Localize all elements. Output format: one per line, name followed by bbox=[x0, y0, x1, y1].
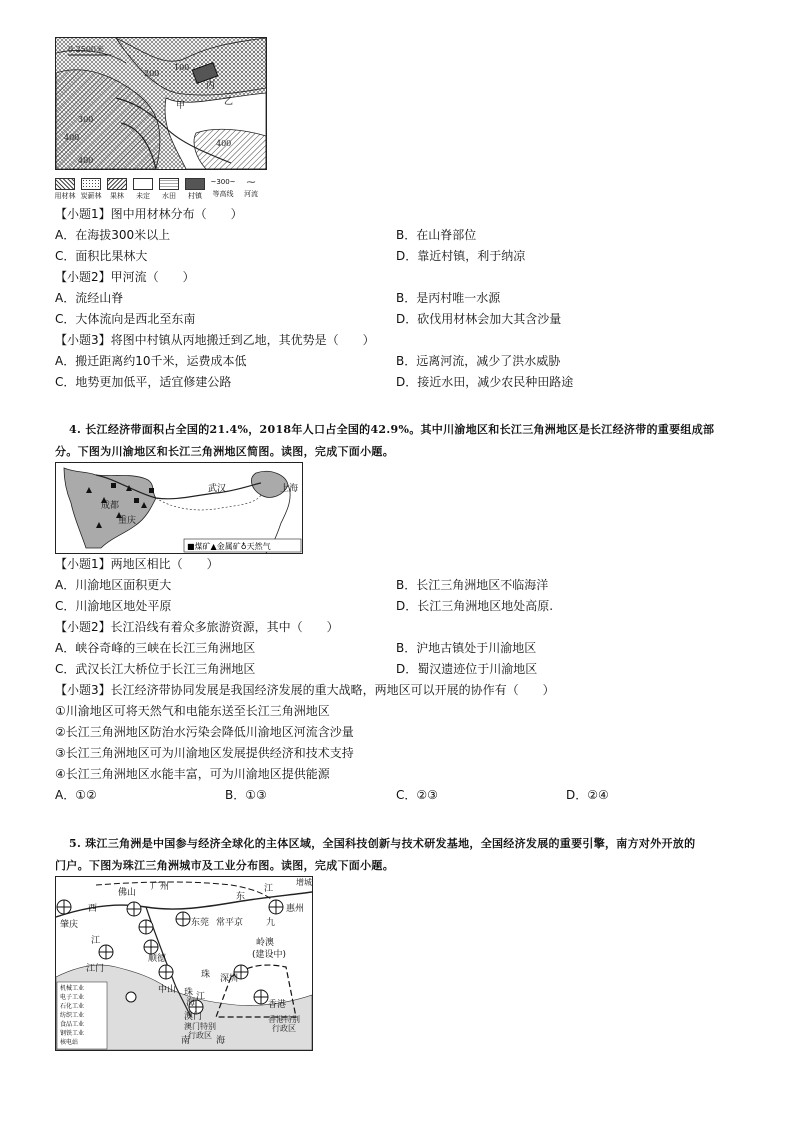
label-huizhou: 惠州 bbox=[286, 904, 305, 914]
q4-sub2-stem: 【小题2】长江沿线有着众多旅游资源，其中（ ） bbox=[55, 620, 339, 634]
legend-village: 村镇 bbox=[184, 178, 206, 201]
label-shenzhen: 深圳 bbox=[220, 974, 239, 984]
place-yi: 乙 bbox=[224, 97, 234, 107]
q4-sub2-option-b[interactable]: B．沪地古镇处于川渝地区 bbox=[396, 641, 537, 655]
label-jiangmen: 江门 bbox=[86, 964, 105, 974]
label-jiang-south: 江 bbox=[196, 992, 206, 1002]
legend-timber: 用材林 bbox=[54, 178, 76, 201]
label-shunde: 顺德 bbox=[148, 954, 167, 964]
yangtze-region-map bbox=[55, 462, 303, 554]
label-guangzhou: 广州 bbox=[151, 882, 170, 892]
label-macau-sar-2: 行政区 bbox=[188, 1031, 212, 1040]
q3-sub3-option-c[interactable]: C．地势更加低平，适宜修建公路 bbox=[55, 375, 232, 389]
label-hk-sar-2: 行政区 bbox=[272, 1024, 296, 1033]
q4-sub3-statement-1: ①川渝地区可将天然气和电能东送至长江三角洲地区 bbox=[55, 704, 330, 718]
q4-sub3-option-c[interactable]: C．②③ bbox=[396, 788, 438, 802]
label-shanghai: 上海 bbox=[280, 484, 299, 494]
q3-sub1-stem: 【小题1】图中用材林分布（ ） bbox=[55, 207, 243, 221]
contour-200: 200 bbox=[144, 69, 160, 78]
contour-400b: 400 bbox=[216, 139, 232, 148]
label-dong: 东 bbox=[236, 892, 246, 902]
q3-sub3-option-d[interactable]: D．接近水田，减少农民种田路途 bbox=[396, 375, 574, 389]
prd-legend bbox=[57, 982, 107, 1049]
label-zhu: 珠 bbox=[201, 970, 211, 980]
q3-sub3-option-b[interactable]: B．远离河流，减少了洪水威胁 bbox=[396, 354, 561, 368]
svg-text:核电站: 核电站 bbox=[60, 1039, 79, 1046]
q3-sub1-option-b[interactable]: B．在山脊部位 bbox=[396, 228, 477, 242]
label-jiang-west: 江 bbox=[91, 936, 101, 946]
q4-sub3-statement-2: ②长江三角洲地区防治水污染会降低川渝地区河流含沙量 bbox=[55, 725, 354, 739]
label-changping: 常平 bbox=[216, 918, 235, 928]
q4-sub3-option-a[interactable]: A．①② bbox=[55, 788, 97, 802]
q5-intro: 5. 珠江三角洲是中国参与经济全球化的主体区域，全国科技创新与技术研发基地，全国经济发展的重要引擎，南方对外开放的 门户。下图为珠江三角洲城市及工业分布图。读图，完成下面小题。 bbox=[55, 837, 696, 872]
q3-sub1-option-d[interactable]: D．靠近村镇，利于纳凉 bbox=[396, 249, 526, 263]
legend-fuelwood: 炭薪林 bbox=[80, 178, 102, 201]
label-chengdu: 成都 bbox=[101, 501, 120, 511]
label-dongguan: 东莞 bbox=[191, 918, 210, 928]
label-zhongshan: 中山 bbox=[158, 985, 177, 995]
svg-text:纺织工业: 纺织工业 bbox=[60, 1012, 85, 1019]
label-hai: 海 bbox=[186, 998, 196, 1008]
q3-sub1-option-a[interactable]: A．在海拔300米以上 bbox=[55, 228, 171, 242]
svg-text:钢铁工业: 钢铁工业 bbox=[60, 1030, 85, 1037]
place-jia: 甲 bbox=[176, 101, 186, 111]
label-hongkong: 香港 bbox=[268, 1000, 287, 1010]
svg-text:电子工业: 电子工业 bbox=[60, 994, 85, 1001]
label-jiang-east: 江 bbox=[264, 884, 274, 894]
q4-sub1-option-d[interactable]: D．长江三角洲地区地处高原. bbox=[396, 599, 554, 613]
q3-sub3-option-a[interactable]: A．搬迁距离约10千米，运费成本低 bbox=[55, 354, 247, 368]
label-macau-sar-1: 澳门特别 bbox=[184, 1022, 216, 1031]
svg-text:机械工业: 机械工业 bbox=[60, 985, 85, 992]
forest-contour-map bbox=[55, 37, 267, 170]
scale-label: 0 2500米 bbox=[68, 45, 104, 54]
q4-sub2-option-c[interactable]: C．武汉长江大桥位于长江三角洲地区 bbox=[55, 662, 256, 676]
q3-sub2-option-a[interactable]: A．流经山脊 bbox=[55, 291, 124, 305]
legend-undetermined: 未定 bbox=[132, 178, 154, 201]
label-zhu2: 珠 bbox=[184, 988, 194, 998]
contour-300: 300 bbox=[78, 115, 94, 124]
label-zhaoqing: 肇庆 bbox=[60, 920, 79, 930]
legend-contour: ~300~ 等高线 bbox=[210, 178, 236, 198]
q4-sub2-option-d[interactable]: D．蜀汉遗迹位于川渝地区 bbox=[396, 662, 538, 676]
label-under-construction: (建设中) bbox=[252, 950, 287, 960]
label-zengcheng: 增城 bbox=[296, 878, 312, 887]
label-chongqing: 重庆 bbox=[118, 516, 137, 526]
q3-sub2-option-c[interactable]: C．大体流向是西北至东南 bbox=[55, 312, 196, 326]
q4-intro: 4. 长江经济带面积占全国的21.4%，2018年人口占全国的42.9%。其中川渝地区和长江三角洲地区是长江经济带的重要组成部 分。下图为川渝地区和长江三角洲地区简图。读图，完成下面小题。 bbox=[55, 423, 715, 458]
prd-map-svg bbox=[56, 877, 312, 1050]
svg-text:食品工业: 食品工业 bbox=[60, 1021, 85, 1028]
q4-sub3-statement-4: ④长江三角洲地区水能丰富，可为川渝地区提供能源 bbox=[55, 767, 330, 781]
yangtze-map-legend: ■煤矿▲金属矿♁天然气 bbox=[187, 542, 271, 551]
label-jing: 京 bbox=[234, 918, 244, 928]
q3-sub3-stem: 【小题3】将图中村镇从丙地搬迁到乙地，其优势是（ ） bbox=[55, 333, 375, 347]
label-foshan: 佛山 bbox=[118, 888, 137, 898]
pearl-river-delta-map bbox=[55, 876, 313, 1051]
q3-sub1-option-c[interactable]: C．面积比果林大 bbox=[55, 249, 148, 263]
q3-sub2-option-d[interactable]: D．砍伐用材林会加大其含沙量 bbox=[396, 312, 562, 326]
contour-100: 100 bbox=[174, 63, 190, 72]
place-bing: 丙 bbox=[206, 81, 216, 91]
q3-sub2-option-b[interactable]: B．是丙村唯一水源 bbox=[396, 291, 501, 305]
q3-sub2-stem: 【小题2】甲河流（ ） bbox=[55, 270, 195, 284]
contour-400a: 400 bbox=[64, 133, 80, 142]
q4-sub1-option-b[interactable]: B．长江三角洲地区不临海洋 bbox=[396, 578, 549, 592]
q4-sub3-stem: 【小题3】长江经济带协同发展是我国经济发展的重大战略，两地区可以开展的协作有（ ） bbox=[55, 683, 555, 697]
label-macau: 澳门 bbox=[184, 1012, 203, 1022]
label-hk-sar-1: 香港特别 bbox=[268, 1015, 300, 1024]
label-jiu: 九 bbox=[266, 918, 276, 928]
legend-orchard: 果林 bbox=[106, 178, 128, 201]
label-lingao: 岭澳 bbox=[256, 938, 275, 948]
legend-paddy: 水田 bbox=[158, 178, 180, 201]
q4-sub1-option-a[interactable]: A．川渝地区面积更大 bbox=[55, 578, 172, 592]
yangtze-map-svg bbox=[56, 463, 302, 553]
q4-sub1-option-c[interactable]: C．川渝地区地处平原 bbox=[55, 599, 172, 613]
contour-map-svg bbox=[56, 38, 266, 169]
legend-river: ⁓ 河流 bbox=[244, 178, 258, 198]
q4-sub1-stem: 【小题1】两地区相比（ ） bbox=[55, 557, 219, 571]
contour-400c: 400 bbox=[78, 156, 94, 165]
label-wuhan: 武汉 bbox=[208, 484, 227, 494]
label-xi: 西 bbox=[88, 904, 98, 914]
label-hai-south: 海 bbox=[216, 1036, 226, 1046]
q4-sub3-option-b[interactable]: B．①③ bbox=[225, 788, 267, 802]
q4-sub3-option-d[interactable]: D．②④ bbox=[566, 788, 609, 802]
q4-sub2-option-a[interactable]: A．峡谷奇峰的三峡在长江三角洲地区 bbox=[55, 641, 256, 655]
label-nan: 南 bbox=[181, 1036, 191, 1046]
svg-text:石化工业: 石化工业 bbox=[60, 1003, 85, 1010]
q4-sub3-statement-3: ③长江三角洲地区可为川渝地区发展提供经济和技术支持 bbox=[55, 746, 354, 760]
